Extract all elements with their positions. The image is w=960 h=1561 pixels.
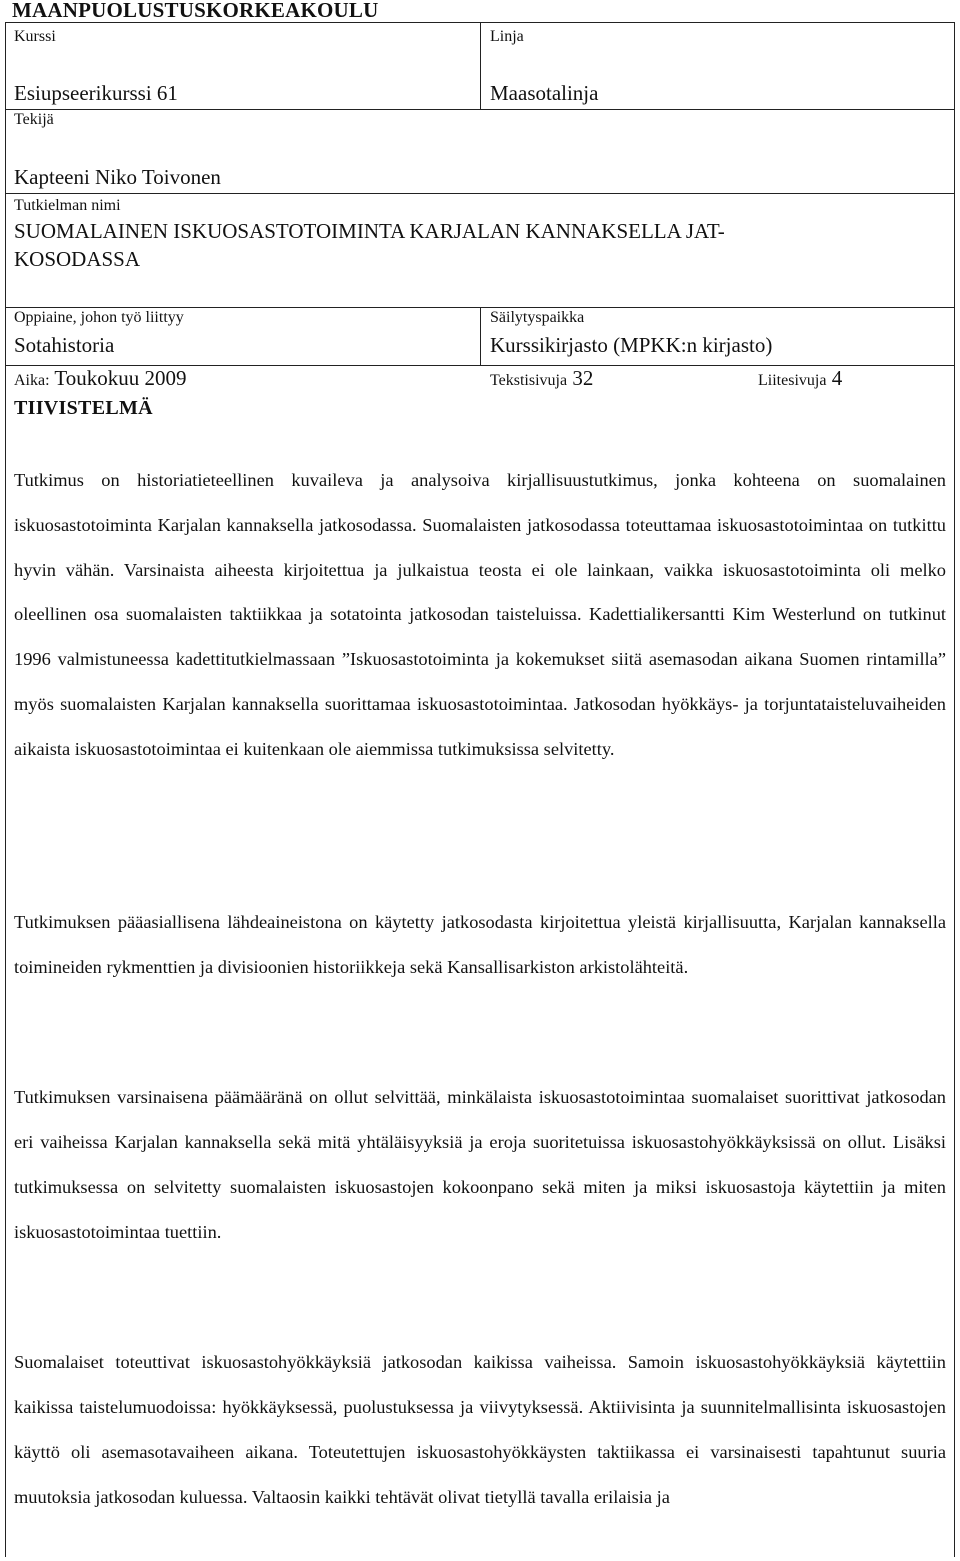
subject-value: Sotahistoria	[14, 333, 115, 357]
course-row	[6, 23, 954, 110]
course-value: Esiupseerikurssi 61	[14, 81, 178, 105]
column-divider	[480, 23, 481, 109]
appendix-pages-value: 4	[831, 366, 843, 390]
thesis-title-line-1: SUOMALAINEN ISKUOSASTOTOIMINTA KARJALAN KANNAKSELLA JAT-	[14, 219, 725, 243]
storage-label: Säilytyspaikka	[490, 309, 585, 326]
text-pages-label: Tekstisivuja	[490, 372, 568, 389]
line-label: Linja	[490, 28, 524, 45]
thesis-title-line-2: KOSODASSA	[14, 247, 141, 271]
abstract-paragraph-1: Tutkimus on historiatieteellinen kuvaileva ja analysoiva kirjallisuustutkimus, jonka kohteena on suomalainen iskuosastotoiminta Karjalan kannaksella jatkosodassa. Suomalaisten jatkosodassa toteuttamaa iskuosastotoimintaa on tutkittu hyvin vähän. Varsinaista aiheesta kirjoitettua ja julkaistua teosta ei ole lainkaan, vaikka iskuosastotoiminta oli melko oleellinen osa suomalaisten taktiikkaa ja sotatointa jatkosodan taisteluissa. Kadettialikersantti Kim Westerlund on tutkinut 1996 valmistuneessa kadettitutkielmassaan ”Iskuosastotoiminta ja kokemukset siitä asemasodan aikana Suomen rintamilla” myös suomalaisten Karjalan kannaksella suorittamaa iskuosastotoimintaa. Jatkosodan hyökkäys- ja torjuntataisteluvaiheiden aikaista iskuosastotoimintaa ei kuitenkaan ole aiemmissa tutkimuksissa selvitetty.	[14, 470, 946, 759]
column-divider	[480, 307, 481, 365]
thesis-info-form	[5, 22, 955, 1557]
author-label: Tekijä	[14, 111, 54, 128]
subject-label: Oppiaine, johon työ liittyy	[14, 309, 184, 326]
storage-value: Kurssikirjasto (MPKK:n kirjasto)	[490, 333, 773, 357]
abstract-paragraph-4: Suomalaiset toteuttivat iskuosastohyökkäyksiä jatkosodan kaikissa vaiheissa. Samoin iskuosastohyökkäyksiä käytettiin kaikissa taistelumuodoissa: hyökkäyksessä, puolustuksessa ja viivytyksessä. Aktiivisinta ja suunnitelmallisinta iskuosastojen käyttö oli asemasotavaiheen aikana. Toteutettujen iskuosastohyökkäysten taktiikassa ei varsinaisesti tapahtunut suuria muutoksia jatkosodan kuluessa. Valtaosin kaikki tehtävät olivat tietyllä tavalla erilaisia ja	[14, 1352, 946, 1508]
thesis-title-label: Tutkielman nimi	[14, 197, 121, 214]
meta-row	[6, 365, 954, 393]
author-row	[6, 109, 954, 194]
date-label: Aika:	[14, 372, 50, 389]
date-value: Toukokuu 2009	[54, 366, 187, 390]
date-field	[14, 366, 187, 391]
institution-name: MAANPUOLUSTUSKORKEAKOULU	[12, 0, 379, 22]
appendix-pages-label: Liitesivuja	[758, 372, 827, 389]
author-value: Kapteeni Niko Toivonen	[14, 165, 221, 189]
course-label: Kurssi	[14, 28, 56, 45]
text-pages-value: 32	[572, 366, 594, 390]
line-value: Maasotalinja	[490, 81, 599, 105]
abstract-heading: TIIVISTELMÄ	[14, 397, 153, 419]
thesis-title-row	[6, 193, 954, 308]
appendix-pages-field	[758, 366, 842, 391]
text-pages-field	[490, 366, 593, 391]
abstract-paragraph-3: Tutkimuksen varsinaisena päämääränä on ollut selvittää, minkälaista iskuosastotoimintaa suomalaiset suorittivat jatkosodan eri vaiheissa Karjalan kannaksella sekä mitä yhtäläisyyksiä ja eroja suoritetuissa iskuosastohyökkäyksissä on ollut. Lisäksi tutkimuksessa on selvitetty suomalaisten iskuosastojen kokoonpano sekä miten ja miksi iskuosastoja käytettiin ja miten iskuosastotoimintaa tuettiin.	[14, 1087, 946, 1243]
subject-row	[6, 307, 954, 366]
abstract-paragraph-2: Tutkimuksen pääasiallisena lähdeaineistona on käytetty jatkosodasta kirjoitettua yleistä kirjallisuutta, Karjalan kannaksella toimineiden rykmenttien ja divisioonien historiikkeja sekä Kansallisarkiston arkistolähteitä.	[14, 912, 946, 977]
